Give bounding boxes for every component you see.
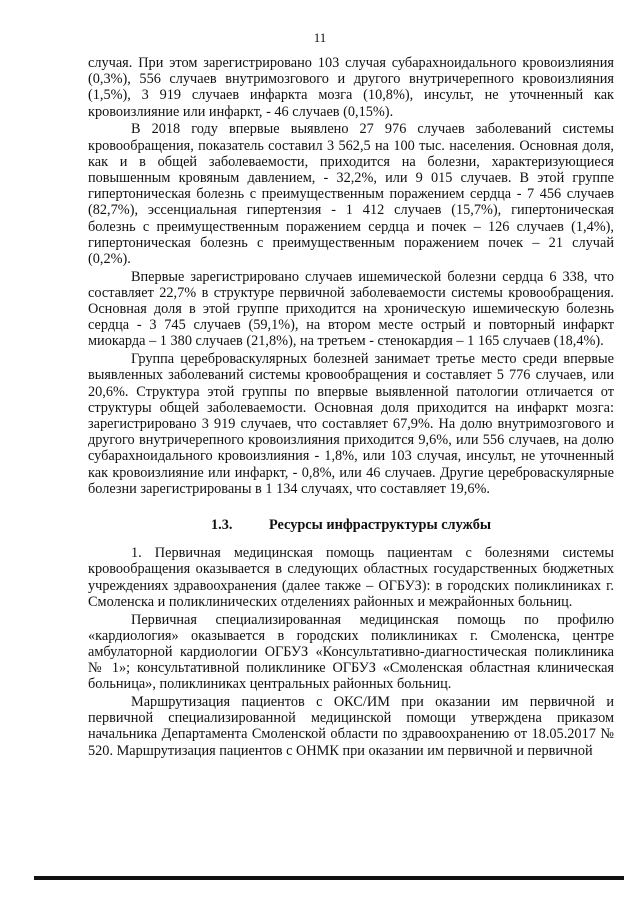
paragraph: Маршрутизация пациентов с ОКС/ИМ при оказании им первичной и первичной специализированной медицинской помощи утверждена приказом начальника Департамента Смоленской области по здравоохранению от 18.05.2017 № 520. Маршрутизация пациентов с ОНМК при оказании им первичной и первичной <box>88 694 614 759</box>
paragraph: Впервые зарегистрировано случаев ишемической болезни сердца 6 338, что составляет 22,7% в структуре первичной заболеваемости системы кровообращения. Основная доля в этой группе приходится на хроническую ишемическую болезнь сердца - 3 745 случаев (59,1%), на втором месте острый и повторный инфаркт миокарда – 1 380 случаев (21,8%), на третьем - стенокардия – 1 165 случаев (18,4%). <box>88 268 614 350</box>
paragraph: Группа цереброваскулярных болезней занимает третье место среди впервые выявленных заболеваний системы кровообращения и составляет 5 776 случаев, или 20,6%. Структура этой группы по впервые выявленной патологии отличается от структуры общей заболеваемости. Основная доля приходится на инфаркт мозга: зарегистрировано 3 919 случаев, что составляет 67,9%. На долю внутримозгового и другого внутричерепного кровоизлияния приходится 9,6%, или 556 случаев, на долю субарахноидального кровоизлияния - 1,8%, или 103 случая, инсульт, не уточненный как кровоизлияние или инфаркт, - 0,8%, или 46 случаев. Другие цереброваскулярные болезни зарегистрированы в 1 134 случаях, что составляет 19,6%. <box>88 351 614 497</box>
page-number: 11 <box>313 30 327 45</box>
bottom-rule <box>34 876 624 880</box>
section-title: Ресурсы инфраструктуры службы <box>268 516 492 533</box>
section-heading <box>88 517 614 533</box>
section-number: 1.3. <box>210 516 233 533</box>
paragraph: В 2018 году впервые выявлено 27 976 случаев заболеваний системы кровообращения, показатель составил 3 562,5 на 100 тыс. населения. Основная доля, как и в общей заболеваемости, приходится на болезни, характеризующиеся повышенным кровяным давлением, - 32,2%, или 9 015 случаев. В этой группе гипертоническая болезнь с преимущественным поражением сердца - 7 456 случаев (82,7%), эссенциальная гипертензия - 1 412 случаев (15,7%), гипертоническая болезнь с преимущественным поражением сердца и почек – 126 случаев (1,4%), гипертоническая болезнь с преимущественным поражением почек – 21 случай (0,2%). <box>88 121 614 267</box>
body-text <box>88 55 614 760</box>
paragraph: 1. Первичная медицинская помощь пациентам с болезнями системы кровообращения оказывается в следующих областных государственных бюджетных учреждениях здравоохранения (далее также – ОГБУЗ): в городских поликлиниках г. Смоленска и поликлинических отделениях районных и межрайонных больниц. <box>88 545 614 610</box>
paragraph: Первичная специализированная медицинская помощь по профилю «кардиология» оказывается в городских поликлиниках г. Смоленска, центре амбулаторной кардиологии ОГБУЗ «Консультативно-диагностическая поликлиника № 1»; консультативной поликлинике ОГБУЗ «Смоленская областная клиническая больница», поликлиниках центральных районных больниц. <box>88 611 614 693</box>
paragraph: случая. При этом зарегистрировано 103 случая субарахноидального кровоизлияния (0,3%), 556 случаев внутримозгового и другого внутричерепного кровоизлияния (1,5%), 3 919 случаев инфаркта мозга (10,8%), инсульт, не уточненный как кровоизлияние или инфаркт, - 46 случаев (0,15%). <box>88 55 614 120</box>
